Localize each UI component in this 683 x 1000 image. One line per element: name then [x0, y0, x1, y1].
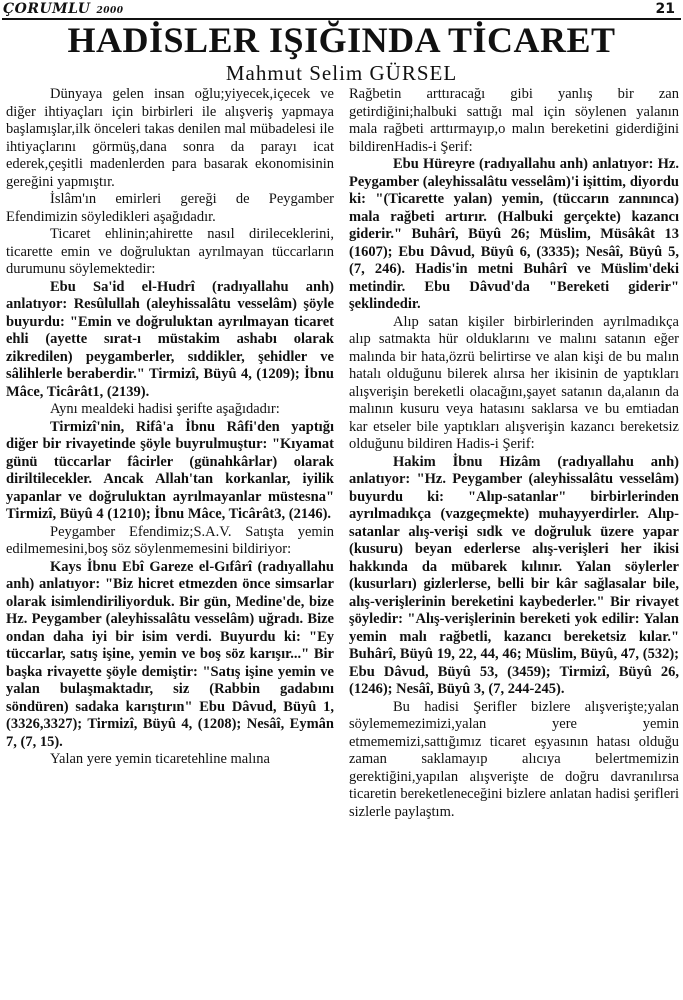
paragraph: Rağbetin arttıracağı gibi yanlış bir zan getirdiğini;halbuki sattığı mal için söylenen yalanın mala rağbeti arttırmayıp,o malın bereketini giderdiğini bildirenHadis-i Şerif:: [349, 86, 679, 155]
article-title: HADİSLER IŞIĞINDA TİCARET: [67, 20, 616, 60]
left-column: [6, 86, 334, 769]
right-column: [349, 86, 679, 821]
paragraph: Aynı mealdeki hadisi şerifte aşağıdadır:: [50, 401, 280, 417]
hadith-paragraph: Kays İbnu Ebî Gareze el-Gıfârî (radıyallahu anh) anlatıyor: "Biz hicret etmezden önce simsarlar olarak isimlendiriliyorduk. Bir gün, Medine'de, bize Hz. Peygamber (aleyhissalâtu vesselâm) uğradı. Bize ondan daha iyi bir isim verdi. Buyurdu ki: "Ey tüccarlar, satış işine, yemin ve boş söz karışır..." Bir başka rivayette şöyle demiştir: "Satış işine yemin ve yalan bulaşmaktadır, siz (Rabbin gadabını söndüren) sadaka karıştırın" Ebu Dâvud, Büyû 1, (3326,3327); Tirmizî, Büyû 4, (1208); Nesâî, Eymân 7, (7, 15).: [6, 558, 334, 750]
journal-name: [3, 1, 124, 17]
page-number: 21: [655, 1, 675, 17]
paragraph: Bu hadisi Şerifler bizlere alışverişte;yalan söylememezimizi,yalan yere yemin etmememizi,sattığımız ticaret eşyasının hatası olduğu zaman saklamayıp alıcıya belertmemizin gerektiğini,yapılan alışverişte de doğru davranılırsa ticaretin bereketleneceğini bizlere anlatan hadisi şerifleri sizlerle paylaştım.: [349, 698, 679, 820]
paragraph: Ticaret ehlinin;ahirette nasıl dirileceklerini, ticarette emin ve doğruluktan ayrılmayan tüccarların durumunu söylemektedir:: [6, 226, 334, 277]
paragraph: Peygamber Efendimiz;S.A.V. Satışta yemin edilmemesini,boş söz söylenmemesini bildiriyor:: [6, 523, 334, 557]
paragraph: Dünyaya gelen insan oğlu;yiyecek,içecek ve diğer ihtiyaçları için birbirleri ile alışveriş yapmaya başlamışlar,ilk önceleri takas denilen mal mübadelesi ile ihtiyaçlarını görmüş,dana sonra da parayı icat ederek,çeşitli madenlerden para basarak ekonomisinin gereğini yapmıştır.: [6, 86, 334, 190]
journal-title: ÇORUMLU: [3, 1, 91, 17]
hadith-paragraph: Ebu Sa'id el-Hudrî (radıyallahu anh) anlatıyor: Resûlullah (aleyhissalâtu vesselâm) şöyle buyurdu: "Emin ve doğruluktan ayrılmayan ticaret ehli (ayette sırat-ı müstakim ashabı olarak zikredilen) peygamberler, sıddikler, şehidler ve sâlihlerle beraberdir." Tirmizî, Büyû 4, (1209); İbnu Mâce, Ticârât1, (2139).: [6, 278, 334, 400]
page-header: [0, 0, 683, 22]
hadith-paragraph: Ebu Hüreyre (radıyallahu anh) anlatıyor: Hz. Peygamber (aleyhissalâtu vesselâm)'i işittim, diyordu ki: "(Ticarette yalan) yemin, (tüccarın zannınca) mala rağbeti artırır. (Halbuki gerçekte) kazancı giderir." Buhârî, Büyû 26; Müslim, Müsâkât 13 (1607); Ebu Dâvud, Büyû 6, (3335); Nesâî, Büyû 5, (7, 246). Hadis'in metni Buhârî ve Müslim'deki metindir. Ebu Dâvud'da "Bereketi giderir" şeklindedir.: [349, 156, 679, 312]
article-author: Mahmut Selim GÜRSEL: [225, 61, 458, 85]
paragraph: Alıp satan kişiler birbirlerinden ayrılmadıkça alıp satmakta hür olduklarını ve malını satanın eğer malında bir hata,özrü belirtirse ve alan kişi de bu malın hatalı olduğunu bilerek alırsa her ikisinin de yaptıkları alışverişin bereketli olacağını,şayet satanın da,alanın da malının kusuru veya hatasını saklarsa ve bu emtiadan kar etseler bile yaptıkları alışverişin kazancı bereketsiz olduğunu bildiren Hadis-i Şerif:: [349, 313, 679, 452]
journal-year: 2000: [96, 6, 124, 16]
paragraph: İslâm'ın emirleri gereği de Peygamber Efendimizin söyledikleri aşağıdadır.: [6, 191, 334, 225]
hadith-paragraph: Hakim İbnu Hizâm (radıyallahu anh) anlatıyor: "Hz. Peygamber (aleyhissalâtu vesselâm) buyurdu ki: "Alıp-satanlar" birbirlerinden ayrılmadıkça (vazgeçmekte) muhayyerdirler. Alıp-satanlar alış-verişi sıdk ve doğruluk üzere yapar (kusuru) beyan ederlerse alış-verişleri her ikisi hakkında da mübarek kılınır. Yalan söylerler (kusurları) gizlerlerse, belli bir kâr sağlasalar bile, alış-verişlerinin bereketini kaybederler." Bir rivayet şöyledir: "Alış-verişlerinin bereketi yok edilir: Yalan yemin malı rağbetli, kazancı bereketsiz kılar." Buhârî, Büyû 19, 22, 44, 46; Müslim, Büyû, 47, (532); Ebu Dâvud, Büyû 53, (3459); Tirmizî, Büyû 26, (1246); Nesâî, Büyû 3, (7, 244-245).: [349, 453, 679, 697]
paragraph: Yalan yere yemin ticaretehline malına: [50, 751, 270, 767]
hadith-paragraph: Tirmizî'nin, Rifâ'a İbnu Râfi'den yaptığı diğer bir rivayetinde şöyle buyrulmuştur: "Kıyamat günü tüccarlar fâcirler (günahkârlar) olarak diriltilecekler. Ancak Allah'tan korkanlar, iyilik yapanlar ve doğruluktan ayrılmayanlar müstesna" Tirmizî, Büyû 4 (1210); İbnu Mâce, Ticârât3, (2146).: [6, 418, 334, 522]
